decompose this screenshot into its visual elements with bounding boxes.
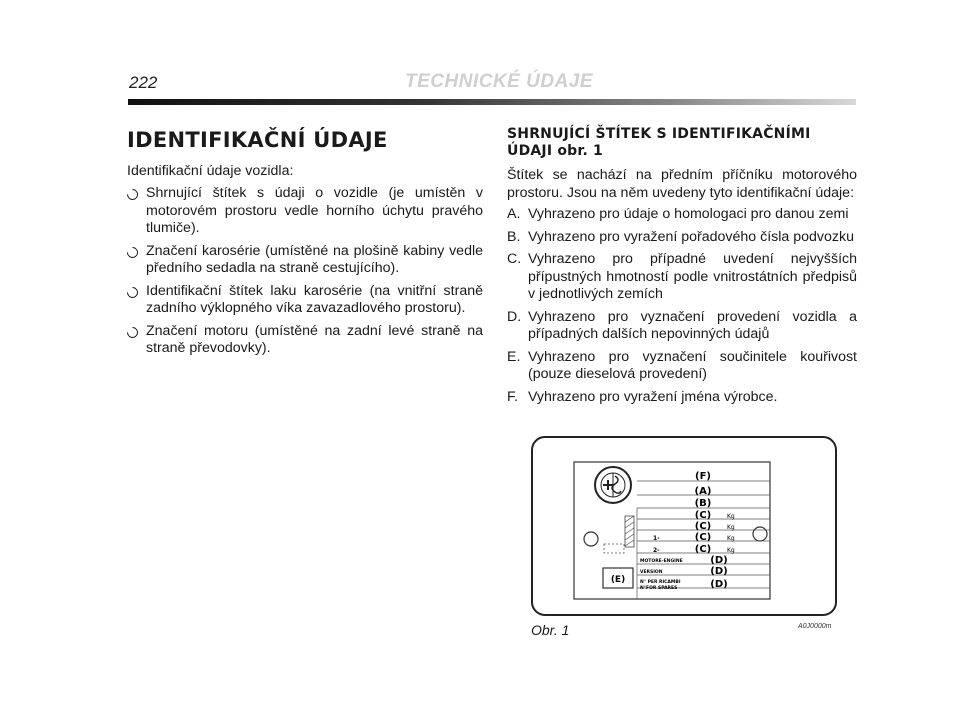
list-item: D. Vyhrazeno pro vyznačení provedení vozidla a případných dalších nepovinných údajů: [507, 308, 857, 342]
list-item: A. Vyhrazeno pro údaje o homologaci pro danou zemi: [507, 206, 849, 222]
plate-row-2: 2-: [653, 547, 660, 554]
bullet-icon: [125, 324, 141, 340]
figure-code: A0J0000m: [798, 623, 832, 630]
list-item: E. Vyhrazeno pro vyznačení součinitele kouřivost (pouze dieselová provedení): [507, 348, 857, 382]
bolt-hole-icon: [584, 532, 598, 546]
plate-label-c: (C): [694, 521, 712, 532]
plate-motore-engine: MOTORE-ENGINE: [640, 559, 683, 564]
bullet-item: Značení karosérie (umístěné na plošině kabiny vedle předního sedadla na straně cestujícího).: [127, 243, 483, 278]
figure-label: Obr. 1: [531, 622, 570, 638]
right-heading: SHRNUJÍCÍ ŠTÍTEK S IDENTIFIKAČNÍMI ÚDAJI obr. 1: [507, 126, 811, 159]
plate-label-e: (E): [610, 575, 626, 585]
plate-version: VERSION: [640, 570, 663, 575]
list-item: B. Vyhrazeno pro vyražení pořadového čísla podvozku: [507, 228, 854, 245]
hatch-mark: [625, 516, 634, 547]
bullet-icon: [125, 244, 141, 260]
plate-unit-kg: Kg: [727, 524, 735, 531]
plate-unit-kg: Kg: [727, 547, 735, 554]
section-title: TECHNICKÉ ÚDAJE: [405, 71, 594, 92]
right-intro: Štítek se nachází na předním příčníku motorového prostoru. Jsou na něm uvedeny tyto identifikační údaje:: [507, 167, 857, 201]
plate-label-d: (D): [710, 555, 728, 566]
bullet-item: Identifikační štítek laku karosérie (na vnitřní straně zadního výklopného víka zavazadlového prostoru).: [127, 283, 483, 318]
bullet-item: Značení motoru (umístěné na zadní levé straně na straně převodovky).: [127, 323, 483, 358]
plate-unit-kg: Kg: [727, 513, 735, 520]
lettered-list: [507, 206, 857, 411]
plate-label-d: (D): [710, 579, 728, 590]
plate-label-f: (F): [695, 471, 711, 482]
page-number: 222: [129, 73, 158, 92]
identification-plate: [533, 438, 831, 610]
bolt-hole-icon: [753, 527, 767, 541]
plate-ricambi: N° PER RICAMBI: [640, 580, 681, 585]
plate-row-1: 1-: [653, 535, 660, 542]
list-item: C. Vyhrazeno pro případné uvedení nejvyšších přípustných hmotností podle vnitrostátních předpisů v jednotlivých zemích: [507, 251, 857, 302]
alfa-romeo-logo-icon: [595, 467, 631, 503]
plate-label-c: (C): [694, 544, 712, 555]
bullet-icon: [125, 187, 141, 203]
bullet-list: [127, 185, 483, 363]
plate-spares: N°FOR SPARES: [640, 586, 678, 591]
left-heading: IDENTIFIKAČNÍ ÚDAJE: [127, 128, 388, 152]
dashed-area: [604, 544, 624, 553]
bullet-icon: [125, 284, 141, 300]
list-item: F. Vyhrazeno pro vyražení jména výrobce.: [507, 388, 778, 405]
left-intro: Identifikační údaje vozidla:: [127, 163, 294, 179]
plate-label-d: (D): [710, 566, 728, 577]
plate-label-c: (C): [694, 532, 712, 543]
plate-label-c: (C): [694, 510, 712, 521]
bullet-item: Shrnující štítek s údaji o vozidle (je umístěn v motorovém prostoru vedle horního úchytu pravého tlumiče).: [127, 185, 483, 238]
plate-unit-kg: Kg: [727, 535, 735, 542]
plate-label-b: (B): [694, 498, 712, 509]
header-rule: [128, 99, 856, 105]
plate-label-a: (A): [694, 486, 712, 497]
